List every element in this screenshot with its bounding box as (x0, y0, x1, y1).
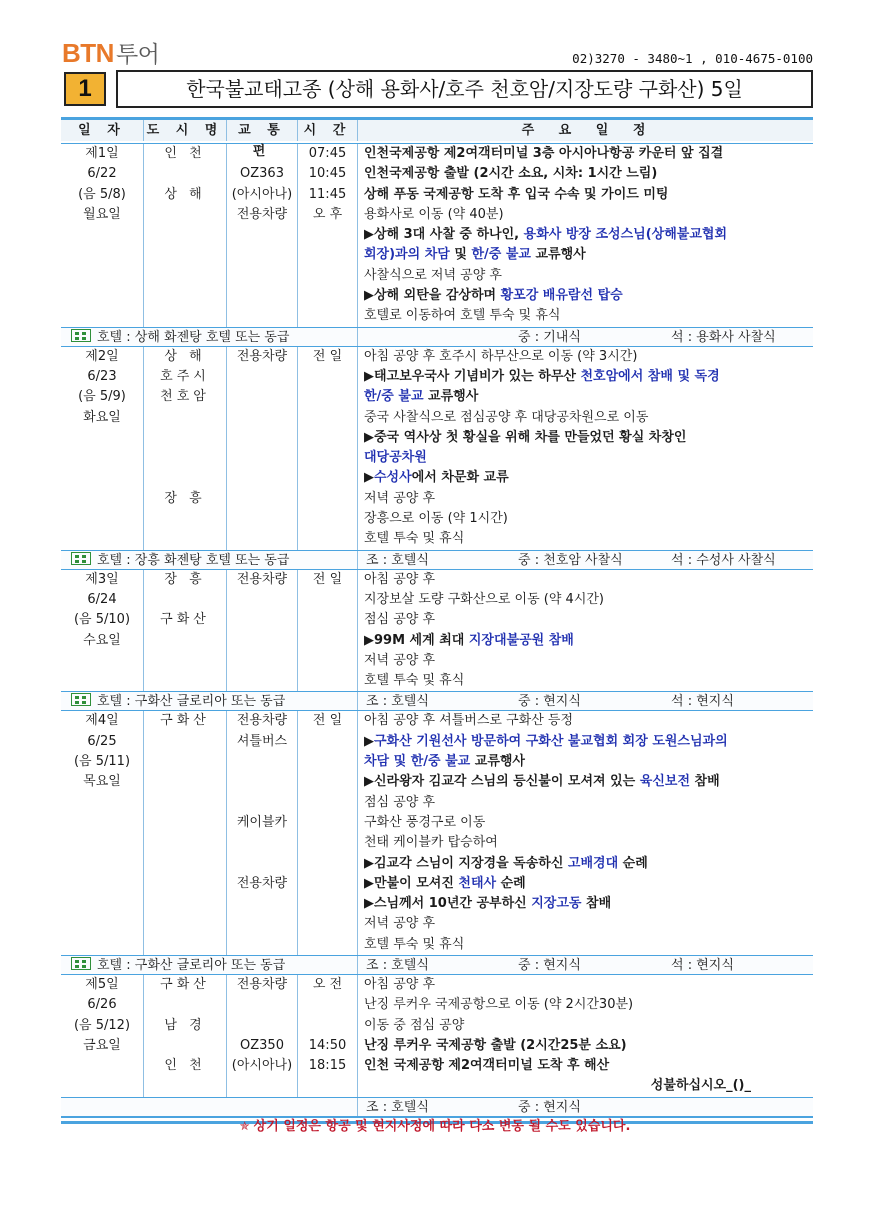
day-row (61, 711, 813, 955)
itinerary-line (364, 631, 813, 651)
itinerary-line (364, 245, 813, 265)
itinerary-line (364, 489, 813, 509)
day-date-line: (음 5/9) (78, 389, 126, 405)
hotel-info (61, 551, 358, 569)
day-date (61, 570, 144, 692)
tour-number-badge: 1 (64, 72, 106, 106)
itinerary-segment: ▶ (364, 733, 374, 749)
day-time-line (298, 1016, 357, 1036)
hotel-icon (71, 329, 91, 342)
meal-lunch: 중 : 천호암 사찰식 (518, 552, 623, 568)
day-date-line: 제1일 (85, 146, 119, 161)
itinerary-segment: 육신보전 (639, 774, 690, 790)
day-transport-line: 전용차량 (236, 875, 288, 891)
day-row (61, 347, 813, 550)
itinerary-line (364, 266, 813, 286)
day-date-line: (음 5/10) (73, 612, 131, 628)
itinerary-line (364, 874, 813, 894)
day-time-line: 전 일 (312, 713, 343, 729)
itinerary-segment: 인천국제공항 출발 (2시간 소요, 시차: 1시간 느림) (364, 166, 658, 182)
meal-lunch: 중 : 현지식 (518, 957, 581, 973)
itinerary-segment: 지장보살 도량 구화산으로 이동 (약 4시간) (364, 591, 605, 607)
day-city (144, 975, 227, 1097)
itinerary-segment: 에서 차문화 교류 (411, 470, 509, 486)
itinerary-segment: ▶99M 세계 최대 (364, 632, 469, 648)
day-transport (227, 975, 298, 1097)
day-row (61, 144, 813, 327)
header-itinerary: 주 요 일 정 (521, 123, 656, 138)
itinerary-line (364, 711, 813, 731)
day-city-line: 구화산 (160, 713, 210, 729)
day-city-line: 인 천 (164, 1058, 206, 1074)
hotel-meal-row (61, 550, 813, 570)
day-date-line: 6/22 (87, 166, 117, 182)
day-date-line: 6/24 (87, 591, 117, 607)
day-transport-line (227, 1016, 297, 1036)
header-city: 도 시 명 (144, 120, 227, 141)
itinerary-line (364, 610, 813, 630)
day-time-line: 14:50 (308, 1037, 347, 1053)
day-transport-line (227, 833, 297, 853)
day-city-line (144, 428, 226, 448)
disclaimer-note: ✯ 상기 일정은 항공 및 현지사정에 따라 다소 변동 될 수도 있습니다. (239, 1119, 631, 1134)
itinerary-segment: 호텔 투숙 및 휴식 (364, 531, 465, 547)
day-transport-line: (아시아나) (231, 1058, 293, 1074)
itinerary-segment: 장흥으로 이동 (약 1시간) (364, 511, 508, 527)
day-transport (227, 711, 298, 955)
hotel-icon (71, 693, 91, 706)
day-date-line: 제5일 (85, 976, 119, 992)
itinerary-line (364, 164, 813, 184)
itinerary-line (364, 935, 813, 955)
tour-title: 한국불교태고종 (상해 용화사/호주 천호암/지장도량 구화산) 5일 (116, 70, 813, 108)
schedule-body (61, 144, 813, 1117)
day-city-line: 장 흥 (164, 571, 206, 587)
hotel-info (61, 1098, 358, 1116)
header-time: 시 간 (298, 120, 358, 141)
itinerary-segment: 저녁 공양 후 (364, 490, 436, 506)
day-city (144, 570, 227, 692)
day-transport-line: OZ350 (240, 1037, 284, 1053)
day-city (144, 347, 227, 550)
header-date: 일 자 (61, 120, 144, 141)
hotel-info (61, 328, 358, 346)
day-transport-line: 전용차량 (236, 348, 288, 364)
itinerary-line (364, 894, 813, 914)
itinerary-segment: 천호암에서 참배 및 독경 (580, 368, 720, 384)
itinerary-segment: 용화사 방장 조성스님(상해불교협회 (523, 227, 728, 243)
day-transport-line: 셔틀버스 (236, 733, 288, 749)
itinerary-line (364, 1036, 813, 1056)
day-city-line: 장 흥 (164, 490, 206, 506)
day-date-line: 6/25 (87, 733, 117, 749)
day-date-line: 수요일 (83, 632, 121, 648)
schedule-table (61, 117, 813, 1124)
meal-breakfast: 조 : 호텔식 (366, 694, 429, 710)
header-transport: 교 통 편 (227, 120, 298, 141)
hotel-meal-row (61, 327, 813, 347)
day-city-line: 천호암 (160, 389, 210, 405)
day-transport-line: 전용차량 (236, 571, 288, 587)
day-time-line: 전 일 (312, 348, 343, 364)
itinerary-line (364, 468, 813, 488)
itinerary-line (364, 428, 813, 448)
itinerary-segment: 인천국제공항 제2여객터미널 3층 아시아나항공 카운터 앞 집결 (364, 146, 724, 161)
itinerary-line (364, 1016, 813, 1036)
itinerary-segment: ▶상해 3대 사찰 중 하나인, (364, 227, 524, 243)
itinerary-segment: 호텔로 이동하여 호텔 투숙 및 휴식 (364, 308, 561, 324)
day-transport-line (227, 793, 297, 813)
itinerary-segment: 구화산 기원선사 방문하여 구화산 불교협회 회장 도원스님과의 (374, 733, 728, 749)
meal-dinner: 석 : 현지식 (671, 957, 734, 973)
day-time-line: 07:45 (308, 146, 347, 161)
itinerary-line (364, 854, 813, 874)
itinerary-line (364, 367, 813, 387)
itinerary-segment: 황포강 배유람선 탑승 (500, 288, 623, 304)
itinerary-segment: ▶ (364, 470, 374, 486)
itinerary-segment: 지장대불공원 참배 (468, 632, 574, 648)
itinerary-segment: 회장)과의 차담 (364, 247, 450, 263)
itinerary-segment: 점심 공양 후 (364, 794, 436, 810)
day-time-line: 10:45 (308, 166, 347, 182)
itinerary-line (364, 570, 813, 590)
itinerary-line (364, 833, 813, 853)
day-date (61, 144, 144, 327)
day-city-line (144, 1036, 226, 1056)
day-city-line: 상 해 (164, 186, 206, 202)
itinerary-line (364, 529, 813, 549)
day-transport (227, 570, 298, 692)
itinerary-segment: ▶스님께서 10년간 공부하신 (364, 896, 532, 912)
meal-breakfast: 조 : 호텔식 (366, 552, 429, 568)
day-city (144, 144, 227, 327)
day-transport-line (227, 772, 297, 792)
itinerary-segment: 사찰식으로 저녁 공양 후 (364, 267, 502, 283)
meal-breakfast: 조 : 호텔식 (366, 957, 429, 973)
itinerary-segment: 아침 공양 후 (364, 976, 436, 992)
itinerary-segment: 아침 공양 후 (364, 571, 436, 587)
day-date-line: 제4일 (85, 713, 119, 729)
day-date-line: 월요일 (83, 206, 121, 222)
itinerary-segment: 성불하십시오_()_ (650, 1078, 751, 1094)
day-date (61, 347, 144, 550)
meal-dinner: 석 : 수성사 사찰식 (671, 552, 776, 568)
day-time-line: 18:15 (308, 1058, 347, 1074)
itinerary-line (364, 671, 813, 691)
day-time (298, 711, 358, 955)
itinerary-segment: 이동 중 점심 공양 (364, 1017, 465, 1033)
itinerary-line (364, 387, 813, 407)
itinerary-segment: 아침 공양 후 셔틀버스로 구화산 등정 (364, 713, 574, 729)
itinerary-segment: 교류행사 (470, 754, 525, 770)
hotel-icon (71, 552, 91, 565)
itinerary-segment: 수성사 (374, 470, 412, 486)
itinerary-line (364, 793, 813, 813)
hotel-name: 호텔 : 장흥 화젠탕 호텔 또는 동급 (97, 552, 290, 568)
day-date-line: 제3일 (85, 571, 119, 587)
brand-logo: BTN투어 (62, 38, 160, 68)
itinerary-line (364, 732, 813, 752)
itinerary-segment: ▶중국 역사상 첫 황실을 위해 차를 만들었던 황실 차창인 (364, 429, 687, 445)
itinerary-segment: 한/중 불교 (471, 247, 531, 263)
star-icon: ✯ (239, 1119, 250, 1133)
day-city-line (144, 164, 226, 184)
itinerary-line (364, 347, 813, 367)
itinerary-line (364, 205, 813, 225)
itinerary-segment: 난징 루커우 국제공항으로 이동 (약 2시간30분) (364, 997, 634, 1013)
day-time (298, 570, 358, 692)
itinerary-segment: 참배 (690, 774, 720, 790)
day-itinerary (358, 144, 813, 327)
day-date (61, 975, 144, 1097)
day-time-line: 오 후 (312, 206, 343, 222)
itinerary-segment: 인천 국제공항 제2여객터미널 도착 후 해산 (364, 1058, 610, 1074)
itinerary-segment: 용화사로 이동 (약 40분) (364, 206, 504, 222)
day-transport-line: 전용차량 (236, 713, 288, 729)
hotel-meal-row (61, 1097, 813, 1117)
itinerary-line (364, 975, 813, 995)
itinerary-segment: ▶태고보우국사 기념비가 있는 하무산 (364, 368, 581, 384)
itinerary-line (364, 651, 813, 671)
day-transport-line (227, 752, 297, 772)
itinerary-segment: ▶신라왕자 김교각 스님의 등신불이 모셔져 있는 (364, 774, 640, 790)
itinerary-segment: 교류행사 (530, 247, 586, 263)
day-date (61, 711, 144, 955)
day-time-line: 오 전 (312, 976, 343, 992)
meal-breakfast: 조 : 호텔식 (366, 1099, 429, 1115)
day-transport (227, 144, 298, 327)
itinerary-segment: 천태사 (458, 875, 497, 891)
itinerary-line (364, 772, 813, 792)
day-date-line: (음 5/8) (78, 186, 126, 202)
itinerary-line (364, 408, 813, 428)
day-city-line (144, 468, 226, 488)
day-itinerary (358, 570, 813, 692)
itinerary-line (364, 813, 813, 833)
day-row (61, 975, 813, 1097)
day-transport-line: 전용차량 (236, 976, 288, 992)
day-transport-line (227, 144, 297, 164)
day-transport-line: 케이블카 (236, 814, 288, 830)
day-date-line: 제2일 (85, 348, 119, 364)
itinerary-line (364, 1056, 813, 1076)
day-date-line: 목요일 (83, 774, 121, 790)
itinerary-segment: 점심 공양 후 (364, 612, 436, 628)
meal-lunch: 중 : 현지식 (518, 1099, 581, 1115)
meal-lunch: 중 : 기내식 (518, 329, 581, 345)
day-date-line: (음 5/12) (73, 1017, 131, 1033)
itinerary-segment: 지장고동 (531, 896, 582, 912)
hotel-info (61, 692, 358, 710)
day-time-line: 전 일 (312, 571, 343, 587)
itinerary-segment: 중국 사찰식으로 점심공양 후 대당공차원으로 이동 (364, 409, 649, 425)
day-itinerary (358, 347, 813, 550)
itinerary-segment: 천태 케이블카 탑승하여 (364, 835, 498, 851)
itinerary-segment: 호텔 투숙 및 휴식 (364, 936, 465, 952)
day-itinerary (358, 975, 813, 1097)
day-date-line: (음 5/11) (73, 754, 131, 770)
day-row (61, 570, 813, 692)
itinerary-line (364, 144, 813, 164)
itinerary-line (364, 1076, 813, 1096)
day-transport-line: (아시아나) (231, 186, 293, 202)
itinerary-segment: 순례 (618, 855, 648, 871)
day-city-line (144, 408, 226, 428)
day-transport (227, 347, 298, 550)
day-date-line: 6/26 (87, 997, 117, 1013)
day-date-line: 금요일 (83, 1037, 121, 1053)
meal-dinner: 석 : 용화사 사찰식 (671, 329, 776, 345)
day-time-line: 11:45 (308, 186, 347, 202)
itinerary-segment: 상해 푸동 국제공항 도착 후 입국 수속 및 가이드 미팅 (364, 186, 669, 202)
day-time (298, 975, 358, 1097)
day-city-line: 구화산 (160, 976, 210, 992)
day-time (298, 144, 358, 327)
day-transport-line (227, 995, 297, 1015)
day-city-line: 상 해 (164, 348, 206, 364)
itinerary-segment: ▶김교각 스님이 지장경을 독송하신 (364, 855, 568, 871)
itinerary-line (364, 752, 813, 772)
itinerary-line (364, 185, 813, 205)
itinerary-segment: 및 (449, 247, 472, 263)
day-date-line: 6/23 (87, 368, 117, 384)
meal-info (358, 328, 813, 346)
day-transport-line: OZ363 (240, 166, 284, 182)
itinerary-line (364, 225, 813, 245)
itinerary-line (364, 995, 813, 1015)
itinerary-segment: 한/중 불교 (364, 389, 424, 405)
day-city-line: 인 천 (164, 146, 206, 161)
day-city-line (144, 995, 226, 1015)
itinerary-segment: 구화산 풍경구로 이동 (364, 814, 486, 830)
day-transport-line: 전용차량 (236, 206, 288, 222)
itinerary-line (364, 509, 813, 529)
day-city-line (144, 590, 226, 610)
contact-phone: 02)3270 - 3480~1 , 010-4675-0100 (572, 51, 813, 66)
hotel-meal-row (61, 691, 813, 711)
hotel-info (61, 956, 358, 974)
itinerary-segment: 참배 (581, 896, 612, 912)
meal-lunch: 중 : 현지식 (518, 694, 581, 710)
itinerary-segment: 저녁 공양 후 (364, 652, 436, 668)
hotel-name: 호텔 : 구화산 글로리아 또는 동급 (97, 957, 286, 973)
day-city-line (144, 448, 226, 468)
day-city-line: 구화산 (160, 612, 210, 628)
itinerary-segment: 호텔 투숙 및 휴식 (364, 673, 465, 689)
hotel-meal-row (61, 955, 813, 975)
meal-info (358, 956, 813, 974)
hotel-icon (71, 957, 91, 970)
meal-dinner: 석 : 현지식 (671, 694, 734, 710)
itinerary-segment: 고배경대 (567, 855, 619, 871)
itinerary-line (364, 448, 813, 468)
itinerary-line (364, 914, 813, 934)
itinerary-segment: 대당공차원 (364, 450, 427, 466)
day-itinerary (358, 711, 813, 955)
itinerary-segment: 차담 및 한/중 불교 (364, 754, 471, 770)
day-time (298, 347, 358, 550)
itinerary-segment: 교류행사 (423, 389, 479, 405)
day-transport-line (227, 854, 297, 874)
meal-info (358, 692, 813, 710)
day-city-line: 호주시 (160, 368, 210, 384)
day-city (144, 711, 227, 955)
hotel-name: 호텔 : 구화산 글로리아 또는 동급 (97, 694, 286, 710)
itinerary-segment: ▶상해 외탄을 감상하며 (364, 288, 501, 304)
meal-info (358, 551, 813, 569)
day-time-line (298, 995, 357, 1015)
itinerary-segment: 순례 (496, 875, 526, 891)
itinerary-segment: 난징 루커우 국제공항 출발 (2시간25분 소요) (364, 1037, 627, 1053)
day-city-line: 남 경 (164, 1017, 206, 1033)
itinerary-line (364, 286, 813, 306)
itinerary-segment: 아침 공양 후 호주시 하무산으로 이동 (약 3시간) (364, 348, 638, 364)
meal-info (358, 1098, 813, 1116)
day-date-line: 화요일 (83, 409, 121, 425)
itinerary-line (364, 590, 813, 610)
itinerary-segment: ▶만불이 모셔진 (364, 875, 459, 891)
itinerary-line (364, 306, 813, 326)
itinerary-segment: 저녁 공양 후 (364, 916, 436, 932)
hotel-name: 호텔 : 상해 화젠탕 호텔 또는 동급 (97, 329, 290, 345)
